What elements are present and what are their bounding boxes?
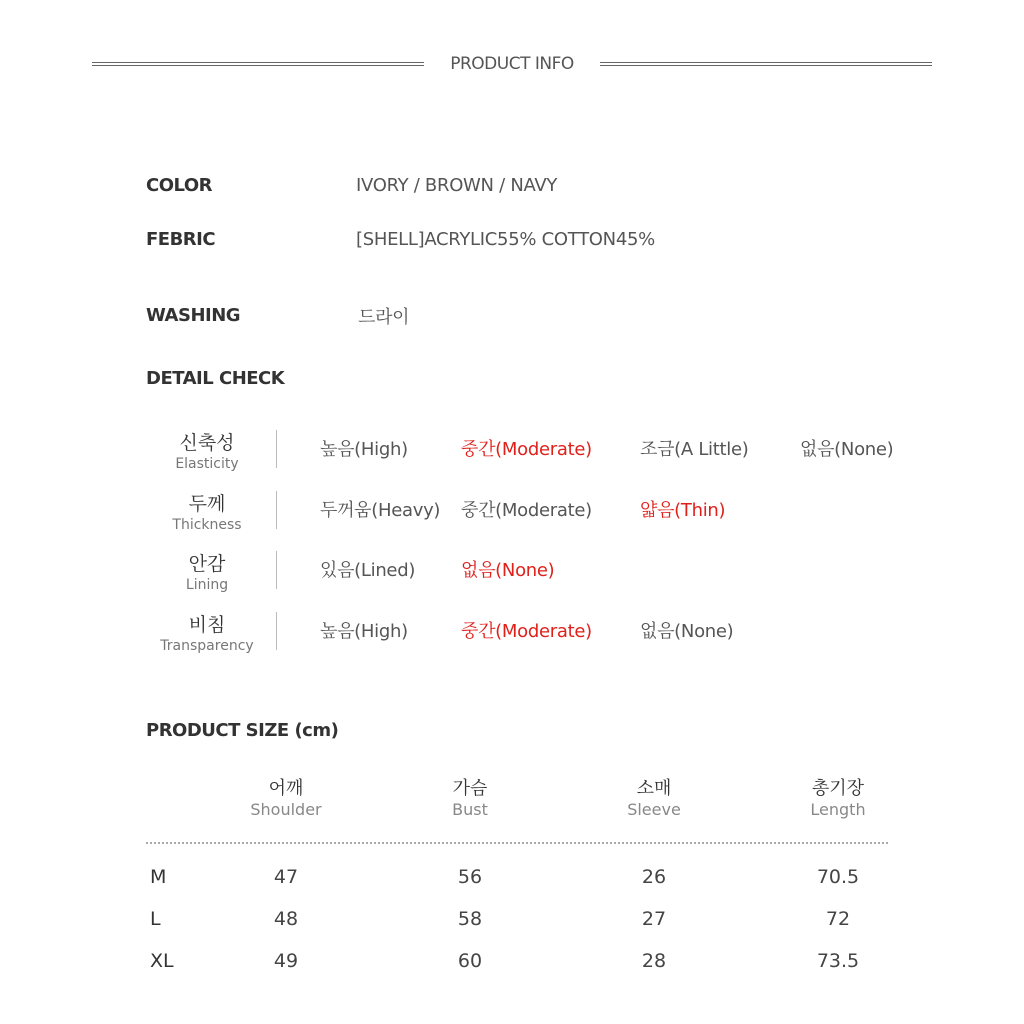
detail-row	[0, 612, 1024, 672]
detail-option: 높음(High)	[320, 621, 408, 642]
size-cell: 70.5	[816, 866, 860, 888]
size-column-header-en: Sleeve	[627, 800, 681, 819]
detail-row-separator	[276, 430, 277, 468]
size-title: PRODUCT SIZE (cm)	[146, 720, 339, 741]
detail-check-title: DETAIL CHECK	[146, 368, 285, 389]
size-column-header-en: Bust	[452, 800, 488, 819]
detail-option-selected: 중간(Moderate)	[461, 621, 592, 642]
detail-row-label-ko: 안감	[188, 553, 226, 575]
header-rule-right	[600, 62, 932, 66]
detail-row-separator	[276, 491, 277, 529]
detail-option: 높음(High)	[320, 439, 408, 460]
detail-row	[0, 430, 1024, 490]
color-label: COLOR	[146, 175, 213, 196]
size-row-label: M	[150, 866, 167, 888]
washing-value: 드라이	[358, 307, 410, 328]
size-cell: 26	[641, 866, 667, 888]
fabric-label: FEBRIC	[146, 229, 216, 250]
detail-row-label-ko: 신축성	[179, 432, 235, 454]
detail-option: 중간(Moderate)	[461, 500, 592, 521]
header-rule-left	[92, 62, 424, 66]
detail-option-selected: 얇음(Thin)	[640, 500, 726, 521]
size-column-header-ko: 총기장	[811, 778, 865, 799]
size-cell: 48	[273, 908, 299, 930]
detail-option: 없음(None)	[640, 621, 734, 642]
detail-row-separator	[276, 612, 277, 650]
size-cell: 27	[641, 908, 667, 930]
fabric-value: [SHELL]ACRYLIC55% COTTON45%	[356, 229, 655, 250]
detail-option-selected: 없음(None)	[461, 560, 555, 581]
detail-option-selected: 중간(Moderate)	[461, 439, 592, 460]
size-table-divider	[146, 842, 888, 844]
size-cell: 73.5	[816, 950, 860, 972]
detail-row	[0, 491, 1024, 551]
size-row-label: L	[150, 908, 161, 930]
size-cell: 49	[273, 950, 299, 972]
size-cell: 56	[457, 866, 483, 888]
detail-option: 조금(A Little)	[640, 439, 749, 460]
size-column-header-ko: 가슴	[452, 778, 488, 799]
detail-option: 두꺼움(Heavy)	[320, 500, 441, 521]
detail-row-label-en: Transparency	[160, 638, 254, 654]
detail-row	[0, 551, 1024, 611]
size-cell: 58	[457, 908, 483, 930]
washing-label: WASHING	[146, 305, 241, 326]
size-cell: 60	[457, 950, 483, 972]
detail-row-label-en: Lining	[185, 577, 229, 593]
size-column-header-en: Length	[810, 800, 866, 819]
size-column-header-en: Shoulder	[250, 800, 322, 819]
size-cell: 72	[825, 908, 851, 930]
color-value: IVORY / BROWN / NAVY	[356, 175, 558, 196]
detail-row-label-ko: 비침	[188, 614, 226, 636]
detail-row-label-en: Thickness	[172, 517, 242, 533]
detail-row-label-en: Elasticity	[175, 456, 239, 472]
size-column-header-ko: 소매	[636, 778, 672, 799]
size-column-header-ko: 어깨	[268, 778, 304, 799]
detail-option: 없음(None)	[800, 439, 894, 460]
size-cell: 47	[273, 866, 299, 888]
page-title: PRODUCT INFO	[450, 54, 574, 74]
size-row-label: XL	[150, 950, 174, 972]
detail-option: 있음(Lined)	[320, 560, 416, 581]
detail-row-label-ko: 두께	[188, 493, 226, 515]
detail-row-separator	[276, 551, 277, 589]
size-cell: 28	[641, 950, 667, 972]
